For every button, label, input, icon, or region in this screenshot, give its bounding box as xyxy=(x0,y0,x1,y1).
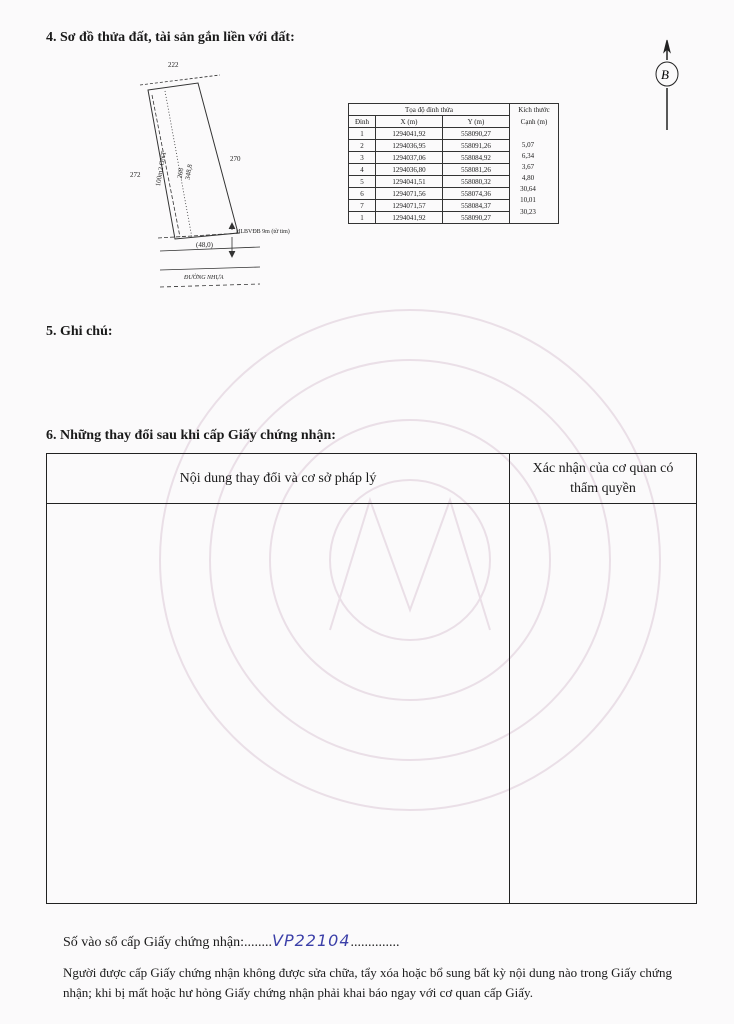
road-label: ĐƯỜNG NHỰA xyxy=(184,275,224,281)
land-use-label: 100m2 ONT xyxy=(153,150,168,187)
col-x: X (m) xyxy=(376,116,443,128)
compass-letter: B xyxy=(661,67,669,82)
column-divider xyxy=(509,454,510,903)
edge-length: 5,07 xyxy=(521,141,535,149)
frontage-label: (48,0) xyxy=(196,241,213,249)
table-row: 6 1294071,56 558074,36 xyxy=(349,188,559,200)
confirmation-line-1: Xác nhận của cơ quan có xyxy=(532,461,674,476)
coord-header-side: Kích thước xyxy=(510,104,559,116)
col-y: Y (m) xyxy=(443,116,510,128)
registration-label: Số vào sổ cấp Giấy chứng nhận: xyxy=(63,935,244,950)
table-row: 5 1294041,51 558080,32 xyxy=(349,176,559,188)
left-parcel-label: 272 xyxy=(130,171,141,179)
table-row: 4 1294036,80 558081,26 xyxy=(349,164,559,176)
section-5-heading: 5. Ghi chú: xyxy=(46,324,113,339)
table-row: 1 1294041,92 558090,27 xyxy=(349,128,559,140)
footer-note: Người được cấp Giấy chứng nhận không được sửa chữa, tẩy xóa hoặc bổ sung bất kỳ nội dung nào trong Giấy chứng nhận; khi bị mất hoặc hư hỏng Giấy chứng nhận phải khai báo ngay với cơ quan cấp Giấy. xyxy=(63,965,672,1000)
top-parcel-label: 222 xyxy=(168,61,179,69)
north-arrow-icon xyxy=(652,38,682,134)
section-6-heading: 6. Những thay đổi sau khi cấp Giấy chứng nhận: xyxy=(46,428,336,443)
parcel-area: 348,8 xyxy=(183,163,195,181)
section-4-heading: 4. Sơ đồ thửa đất, tài sản gắn liền với đất: xyxy=(46,30,295,45)
registration-dots-after: .............. xyxy=(350,935,400,950)
registration-number xyxy=(63,931,400,951)
table-row: 1 1294041,92 558090,27 xyxy=(349,212,559,224)
edge-length: 30,64 xyxy=(520,185,536,194)
col-dinh: Đỉnh xyxy=(349,116,376,128)
table-row: 3 1294037,06 558084,92 xyxy=(349,152,559,164)
edge-length: 10,01 xyxy=(520,196,536,205)
safety-corridor-label: HLBVĐB 9m (từ tim) xyxy=(236,229,290,235)
edge-length: 3,67 xyxy=(521,163,535,172)
parcel-number: 268 xyxy=(175,167,186,180)
registration-dots: ........ xyxy=(244,935,272,950)
table-row: 7 1294071,57 558084,37 xyxy=(349,200,559,212)
changes-table xyxy=(46,453,697,904)
changes-col-content: Nội dung thay đổi và cơ sở pháp lý xyxy=(179,471,377,486)
edge-length: 30,23 xyxy=(520,207,536,216)
col-length: Cạnh (m) xyxy=(510,116,559,128)
edge-length: 6,34 xyxy=(521,152,535,161)
changes-col-confirmation xyxy=(510,454,696,504)
edge-length-column xyxy=(508,140,548,218)
coord-header-main: Tọa độ đỉnh thửa xyxy=(349,104,510,116)
edge-length: 4,80 xyxy=(521,174,535,183)
confirmation-line-2: thẩm quyền xyxy=(570,481,636,496)
table-row: 2 1294036,95 558091,26 xyxy=(349,140,559,152)
registration-value: VP22104 xyxy=(272,931,351,950)
right-parcel-label: 270 xyxy=(230,155,241,163)
parcel-sketch xyxy=(130,55,350,310)
